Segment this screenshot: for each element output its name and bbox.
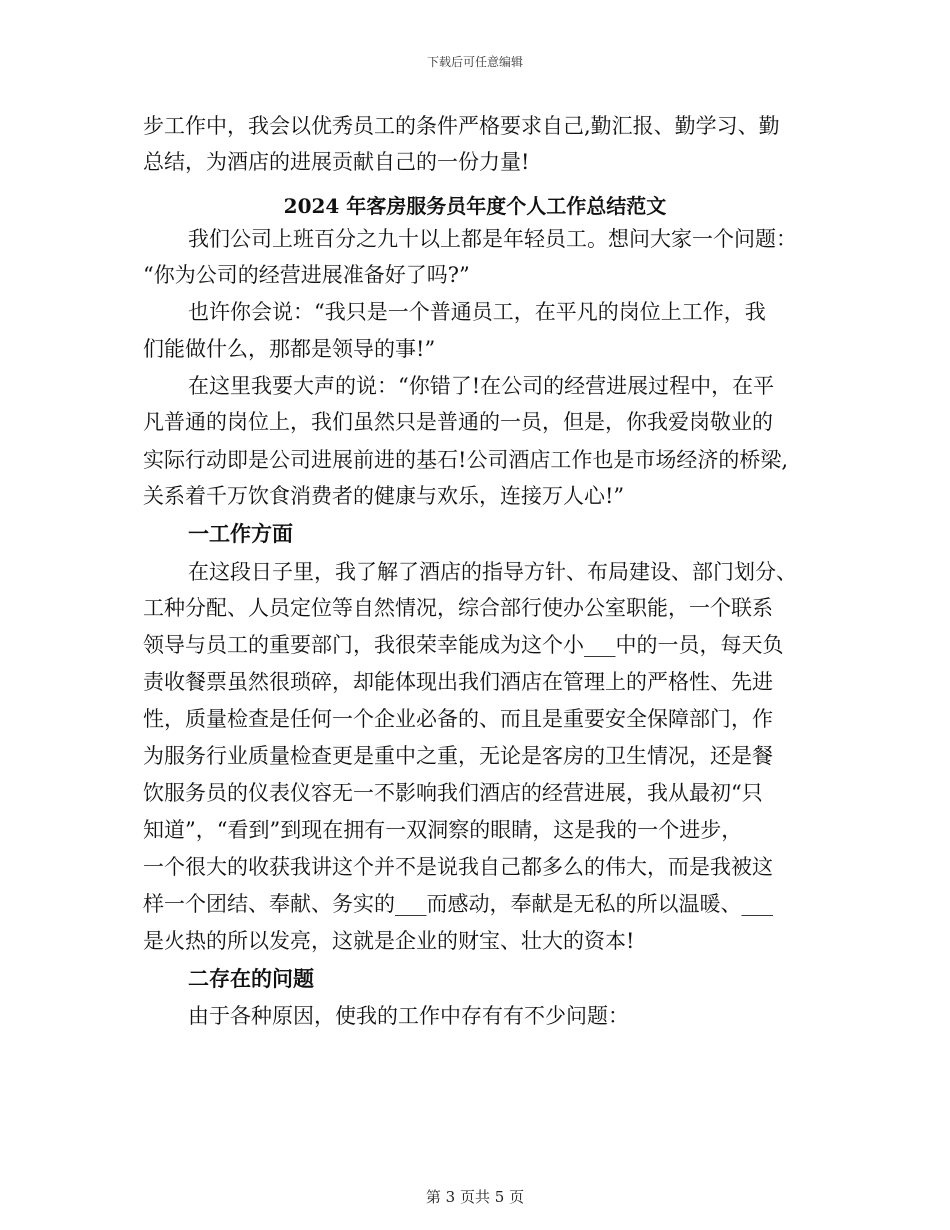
body-text-line: 一个很大的收获我讲这个并不是说我自己都多么的伟大，而是我被这 xyxy=(143,855,773,879)
body-text-line: 饮服务员的仪表仪容无一不影响我们酒店的经营进展，我从最初“只 xyxy=(143,781,763,805)
body-text-line: 在这段日子里，我了解了酒店的指导方针、布局建设、部门划分、 xyxy=(188,560,797,584)
body-text-line: 实际行动即是公司进展前进的基石!公司酒店工作也是市场经济的桥梁, xyxy=(143,448,789,472)
body-text-line: “你为公司的经营进展准备好了吗?” xyxy=(143,263,470,287)
body-text-line: 领导与员工的重要部门，我很荣幸能成为这个小___中的一员，每天负 xyxy=(143,633,784,657)
section-heading-problems: 二存在的问题 xyxy=(188,966,314,991)
page-header: 下载后可任意编辑 xyxy=(426,55,523,69)
body-text-line: 是火热的所以发亮，这就是企业的财宝、壮大的资本! xyxy=(143,929,635,953)
body-text-line: 责收餐票虽然很琐碎，却能体现出我们酒店在管理上的严格性、先进 xyxy=(143,670,773,694)
body-text-line: 步工作中，我会以优秀员工的条件严格要求自己,勤汇报、勤学习、勤 xyxy=(143,114,780,138)
body-text-line: 关系着千万饮食消费者的健康与欢乐，连接万人心!” xyxy=(143,484,625,508)
body-text-line: 我们公司上班百分之九十以上都是年轻员工。想问大家一个问题： xyxy=(188,227,797,251)
body-text-line: 由于各种原因，使我的工作中存有有不少问题： xyxy=(188,1004,629,1028)
body-text-line: 知道”，“看到”到现在拥有一双洞察的眼睛，这是我的一个进步， xyxy=(143,818,743,842)
body-text-line: 们能做什么，那都是领导的事!” xyxy=(143,337,436,361)
body-text-line: 总结，为酒店的进展贡献自己的一份力量! xyxy=(143,150,530,174)
section-heading-work: 一工作方面 xyxy=(188,521,293,546)
body-text-line: 也许你会说：“我只是一个普通员工，在平凡的岗位上工作，我 xyxy=(188,300,766,324)
body-text-line: 为服务行业质量检查更是重中之重，无论是客房的卫生情况，还是餐 xyxy=(143,744,773,768)
body-text-line: 在这里我要大声的说：“你错了!在公司的经营进展过程中，在平 xyxy=(188,374,775,398)
body-text-line: 样一个团结、奉献、务实的___而感动，奉献是无私的所以温暖、___ xyxy=(143,892,773,916)
body-text-line: 凡普通的岗位上，我们虽然只是普通的一员，但是，你我爱岗敬业的 xyxy=(143,410,773,434)
document-title: 2024 年客房服务员年度个人工作总结范文 xyxy=(283,194,667,218)
page-number: 第 3 页共 5 页 xyxy=(425,1188,525,1206)
body-text-line: 性，质量检查是任何一个企业必备的、而且是重要安全保障部门，作 xyxy=(143,707,773,731)
body-text-line: 工种分配、人员定位等自然情况，综合部行使办公室职能，一个联系 xyxy=(143,596,773,620)
